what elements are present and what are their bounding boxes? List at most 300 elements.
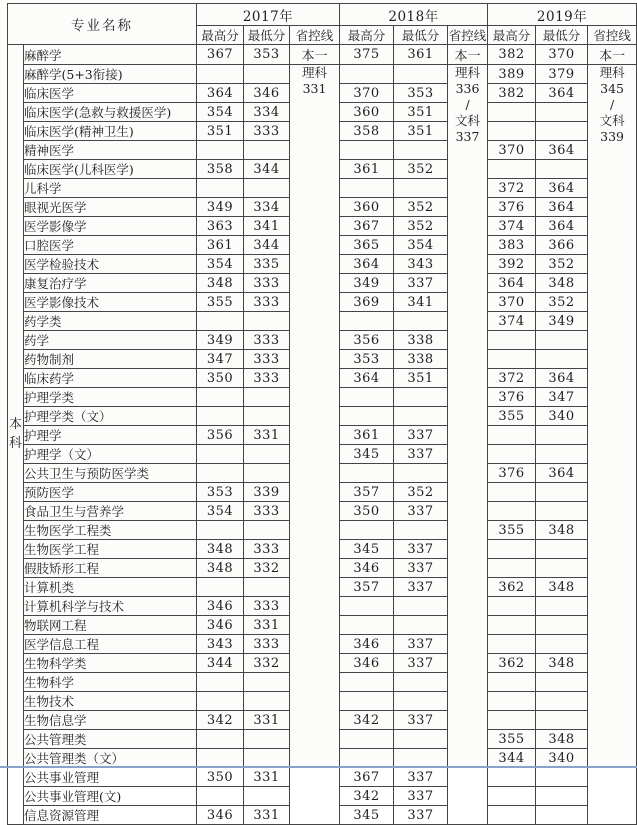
min-score-cell [244,578,290,597]
max-score-cell: 353 [197,483,244,502]
min-score-cell: 348 [536,521,588,540]
min-score-cell [394,407,448,426]
min-score-cell: 364 [536,84,588,103]
max-score-cell: 364 [340,255,394,274]
max-score-cell [197,312,244,331]
major-cell: 计算机类 [24,578,197,597]
max-score-cell [488,350,536,369]
min-score-cell: 352 [394,198,448,217]
min-score-cell [394,388,448,407]
min-score-cell: 333 [244,369,290,388]
min-score-cell: 364 [536,179,588,198]
max-score-cell: 362 [488,654,536,673]
max-score-cell: 345 [340,540,394,559]
major-cell: 口腔医学 [24,236,197,255]
max-score-cell [197,179,244,198]
max-score-cell: 355 [488,407,536,426]
major-cell: 医学信息工程 [24,635,197,654]
max-score-cell [488,540,536,559]
admission-score-table [7,3,637,825]
control-line-text: 理科 [302,65,328,80]
min-score-cell: 337 [394,635,448,654]
min-score-cell: 331 [244,806,290,825]
year-header-2019: 2019年 [488,4,637,26]
max-score-cell: 355 [488,521,536,540]
max-score-cell: 376 [488,388,536,407]
max-score-cell: 376 [488,464,536,483]
max-score-cell: 360 [340,198,394,217]
min-score-cell: 351 [394,103,448,122]
year-header-row [8,4,637,26]
control-line-text: 理科 [599,65,625,80]
major-cell: 药物制剂 [24,350,197,369]
max-score-cell [197,673,244,692]
major-cell: 公共事业管理(文) [24,787,197,806]
max-score-cell [488,616,536,635]
min-score-cell [394,65,448,84]
min-score-cell: 331 [244,426,290,445]
max-score-cell: 342 [197,711,244,730]
major-cell: 生物科学类 [24,654,197,673]
min-score-cell: 331 [244,711,290,730]
subheader-2017-ctrl: 省控线 [290,26,340,45]
min-score-cell: 338 [394,350,448,369]
max-score-cell: 349 [340,274,394,293]
control-line-cell: 本一 [448,45,488,65]
min-score-cell: 339 [244,483,290,502]
major-cell: 药学 [24,331,197,350]
major-cell: 麻醉学 [24,45,197,65]
min-score-cell [536,597,588,616]
control-line-text: 336 [455,81,480,96]
min-score-cell [536,635,588,654]
major-cell: 公共事业管理 [24,768,197,787]
min-score-cell: 344 [244,160,290,179]
max-score-cell [197,445,244,464]
major-cell: 生物技术 [24,692,197,711]
max-score-cell [488,673,536,692]
min-score-cell [244,692,290,711]
max-score-cell: 357 [340,483,394,502]
max-score-cell [488,559,536,578]
min-score-cell: 333 [244,540,290,559]
max-score-cell: 343 [197,635,244,654]
max-score-cell: 354 [197,103,244,122]
control-line-text: 331 [302,81,327,96]
min-score-cell [394,597,448,616]
max-score-cell [340,597,394,616]
major-cell: 护理学类（文） [24,407,197,426]
subheader-2018-min: 最低分 [394,26,448,45]
major-cell: 公共管理类（文） [24,749,197,768]
max-score-cell [197,749,244,768]
major-cell: 临床医学(儿科医学) [24,160,197,179]
max-score-cell: 355 [197,293,244,312]
control-line-text: 339 [600,129,624,144]
min-score-cell: 348 [536,654,588,673]
min-score-cell: 332 [244,559,290,578]
min-score-cell: 351 [394,369,448,388]
max-score-cell: 344 [488,749,536,768]
max-score-cell: 342 [340,711,394,730]
max-score-cell: 361 [197,236,244,255]
max-score-cell: 350 [197,369,244,388]
max-score-cell [488,502,536,521]
min-score-cell: 364 [536,198,588,217]
max-score-cell: 363 [197,217,244,236]
major-cell: 药学类 [24,312,197,331]
major-cell: 物联网工程 [24,616,197,635]
max-score-cell: 346 [197,597,244,616]
control-line-text: / [465,97,470,112]
min-score-cell: 337 [394,806,448,825]
min-score-cell: 340 [536,407,588,426]
max-score-cell: 348 [197,274,244,293]
max-score-cell: 370 [488,293,536,312]
major-cell: 生物医学工程类 [24,521,197,540]
max-score-cell: 389 [488,65,536,84]
min-score-cell [536,331,588,350]
max-score-cell [340,692,394,711]
major-cell: 儿科学 [24,179,197,198]
min-score-cell: 335 [244,255,290,274]
max-score-cell: 367 [197,45,244,65]
subheader-2017-max: 最高分 [197,26,244,45]
min-score-cell: 337 [394,711,448,730]
min-score-cell: 361 [394,45,448,65]
max-score-cell [488,692,536,711]
major-cell: 临床药学 [24,369,197,388]
major-cell: 临床医学(急救与救援医学) [24,103,197,122]
control-line-text: 文科 [599,113,625,128]
min-score-cell [536,559,588,578]
max-score-cell: 356 [197,426,244,445]
min-score-cell: 348 [536,730,588,749]
min-score-cell: 333 [244,331,290,350]
min-score-cell: 333 [244,293,290,312]
min-score-cell [394,616,448,635]
max-score-cell [488,635,536,654]
max-score-cell: 349 [197,331,244,350]
min-score-cell [536,350,588,369]
min-score-cell: 344 [244,236,290,255]
min-score-cell [244,179,290,198]
min-score-cell [394,692,448,711]
subheader-2018-ctrl: 省控线 [448,26,488,45]
min-score-cell: 334 [244,198,290,217]
max-score-cell [488,122,536,141]
max-score-cell [340,65,394,84]
max-score-cell [197,65,244,84]
min-score-cell: 333 [244,502,290,521]
max-score-cell: 350 [197,768,244,787]
min-score-cell [244,464,290,483]
max-score-cell [488,597,536,616]
major-cell: 生物科学 [24,673,197,692]
max-score-cell [340,141,394,160]
major-cell: 计算机科学与技术 [24,597,197,616]
min-score-cell: 341 [394,293,448,312]
max-score-cell [488,768,536,787]
control-line-text: 345 [600,81,624,96]
control-line-text: / [609,97,615,112]
max-score-cell: 374 [488,312,536,331]
max-score-cell: 356 [340,331,394,350]
min-score-cell [536,787,588,806]
major-name-header: 专业名称 [8,4,197,45]
min-score-cell: 352 [394,483,448,502]
major-cell: 假肢矫形工程 [24,559,197,578]
max-score-cell: 354 [197,502,244,521]
table-row [8,45,637,65]
major-cell: 临床医学 [24,84,197,103]
min-score-cell [536,483,588,502]
max-score-cell: 364 [340,369,394,388]
max-score-cell [488,483,536,502]
min-score-cell [394,312,448,331]
min-score-cell [394,749,448,768]
min-score-cell [244,787,290,806]
max-score-cell: 342 [340,787,394,806]
max-score-cell: 344 [197,654,244,673]
table-header [8,4,637,45]
max-score-cell: 357 [340,578,394,597]
min-score-cell: 354 [394,236,448,255]
max-score-cell [488,787,536,806]
min-score-cell [536,122,588,141]
min-score-cell [394,521,448,540]
max-score-cell: 348 [197,559,244,578]
min-score-cell: 353 [244,45,290,65]
max-score-cell [340,407,394,426]
min-score-cell: 352 [536,293,588,312]
min-score-cell: 333 [244,597,290,616]
min-score-cell: 337 [394,768,448,787]
max-score-cell: 367 [340,768,394,787]
min-score-cell: 333 [244,350,290,369]
max-score-cell: 351 [197,122,244,141]
max-score-cell: 361 [340,426,394,445]
min-score-cell [244,388,290,407]
min-score-cell: 370 [536,45,588,65]
max-score-cell [340,749,394,768]
max-score-cell: 360 [340,103,394,122]
max-score-cell: 346 [197,806,244,825]
max-score-cell: 382 [488,84,536,103]
control-line-text: 文科 [455,113,481,128]
max-score-cell: 353 [340,350,394,369]
control-line-cell: 本一 [290,45,340,65]
major-cell: 信息资源管理 [24,806,197,825]
max-score-cell [197,578,244,597]
major-cell: 护理学 [24,426,197,445]
max-score-cell [340,464,394,483]
control-line-merged-cell [588,65,637,825]
min-score-cell [536,445,588,464]
table-body [8,45,637,825]
min-score-cell: 364 [536,369,588,388]
max-score-cell [340,673,394,692]
min-score-cell: 337 [394,502,448,521]
max-score-cell [197,407,244,426]
max-score-cell [488,103,536,122]
min-score-cell [244,673,290,692]
min-score-cell: 333 [244,274,290,293]
major-cell: 医学检验技术 [24,255,197,274]
max-score-cell: 376 [488,198,536,217]
min-score-cell: 364 [536,141,588,160]
major-cell: 眼视光医学 [24,198,197,217]
subheader-2017-min: 最低分 [244,26,290,45]
max-score-cell: 365 [340,236,394,255]
min-score-cell [536,806,588,825]
max-score-cell: 346 [197,616,244,635]
max-score-cell [340,616,394,635]
min-score-cell: 337 [394,445,448,464]
max-score-cell: 345 [340,445,394,464]
year-header-2017: 2017年 [197,4,340,26]
min-score-cell [394,179,448,198]
min-score-cell: 331 [244,616,290,635]
max-score-cell: 361 [340,160,394,179]
major-cell: 生物医学工程 [24,540,197,559]
min-score-cell: 366 [536,236,588,255]
max-score-cell [340,179,394,198]
level-label-vertical: 本 科 [8,45,24,825]
min-score-cell [394,673,448,692]
max-score-cell: 364 [488,274,536,293]
min-score-cell: 337 [394,274,448,293]
max-score-cell: 364 [197,84,244,103]
min-score-cell: 346 [244,84,290,103]
min-score-cell: 343 [394,255,448,274]
min-score-cell [536,673,588,692]
min-score-cell [536,711,588,730]
major-cell: 生物信息学 [24,711,197,730]
min-score-cell: 364 [536,464,588,483]
min-score-cell: 333 [244,122,290,141]
max-score-cell [340,388,394,407]
max-score-cell: 367 [340,217,394,236]
min-score-cell: 348 [536,274,588,293]
max-score-cell [488,426,536,445]
max-score-cell [197,692,244,711]
min-score-cell: 379 [536,65,588,84]
min-score-cell [394,141,448,160]
min-score-cell [536,103,588,122]
max-score-cell: 374 [488,217,536,236]
min-score-cell: 351 [394,122,448,141]
min-score-cell: 340 [536,749,588,768]
control-line-text: 337 [455,129,480,144]
min-score-cell: 333 [244,635,290,654]
min-score-cell: 352 [394,217,448,236]
max-score-cell: 358 [340,122,394,141]
max-score-cell: 372 [488,179,536,198]
major-cell: 公共管理类 [24,730,197,749]
major-cell: 精神医学 [24,141,197,160]
max-score-cell: 350 [340,502,394,521]
min-score-cell [244,749,290,768]
subheader-2019-max: 最高分 [488,26,536,45]
min-score-cell: 332 [244,654,290,673]
min-score-cell [536,616,588,635]
subheader-2019-ctrl: 省控线 [588,26,637,45]
min-score-cell [536,160,588,179]
max-score-cell: 346 [340,654,394,673]
max-score-cell: 370 [488,141,536,160]
max-score-cell: 382 [488,45,536,65]
max-score-cell [488,331,536,350]
max-score-cell: 383 [488,236,536,255]
min-score-cell: 352 [394,160,448,179]
min-score-cell: 353 [394,84,448,103]
max-score-cell: 362 [488,578,536,597]
min-score-cell [244,407,290,426]
min-score-cell [244,141,290,160]
table-row [8,65,637,84]
control-line-merged-cell [290,65,340,825]
max-score-cell: 358 [197,160,244,179]
min-score-cell: 364 [536,217,588,236]
major-cell: 医学影像技术 [24,293,197,312]
min-score-cell: 349 [536,312,588,331]
max-score-cell: 369 [340,293,394,312]
min-score-cell [394,730,448,749]
max-score-cell: 346 [340,635,394,654]
max-score-cell [340,730,394,749]
max-score-cell [197,521,244,540]
major-cell: 康复治疗学 [24,274,197,293]
min-score-cell: 334 [244,103,290,122]
max-score-cell [488,711,536,730]
min-score-cell: 337 [394,654,448,673]
major-cell: 食品卫生与营养学 [24,502,197,521]
min-score-cell [536,426,588,445]
max-score-cell: 348 [197,540,244,559]
min-score-cell: 337 [394,426,448,445]
max-score-cell: 355 [488,730,536,749]
max-score-cell [488,445,536,464]
min-score-cell [536,692,588,711]
min-score-cell: 337 [394,559,448,578]
min-score-cell [244,521,290,540]
max-score-cell: 349 [197,198,244,217]
major-cell: 临床医学(精神卫生) [24,122,197,141]
max-score-cell [488,160,536,179]
major-cell: 护理学类 [24,388,197,407]
min-score-cell: 348 [536,578,588,597]
major-cell: 麻醉学(5+3衔接) [24,65,197,84]
min-score-cell: 337 [394,540,448,559]
min-score-cell: 341 [244,217,290,236]
major-cell: 护理学（文） [24,445,197,464]
max-score-cell [197,787,244,806]
control-line-cell: 本一 [588,45,637,65]
major-cell: 预防医学 [24,483,197,502]
max-score-cell: 345 [340,806,394,825]
min-score-cell: 337 [394,578,448,597]
max-score-cell: 370 [340,84,394,103]
min-score-cell: 347 [536,388,588,407]
control-line-merged-cell [448,65,488,825]
min-score-cell [536,540,588,559]
subheader-2018-max: 最高分 [340,26,394,45]
max-score-cell [197,141,244,160]
max-score-cell [197,730,244,749]
major-cell: 医学影像学 [24,217,197,236]
scan-artifact-line [0,766,637,768]
